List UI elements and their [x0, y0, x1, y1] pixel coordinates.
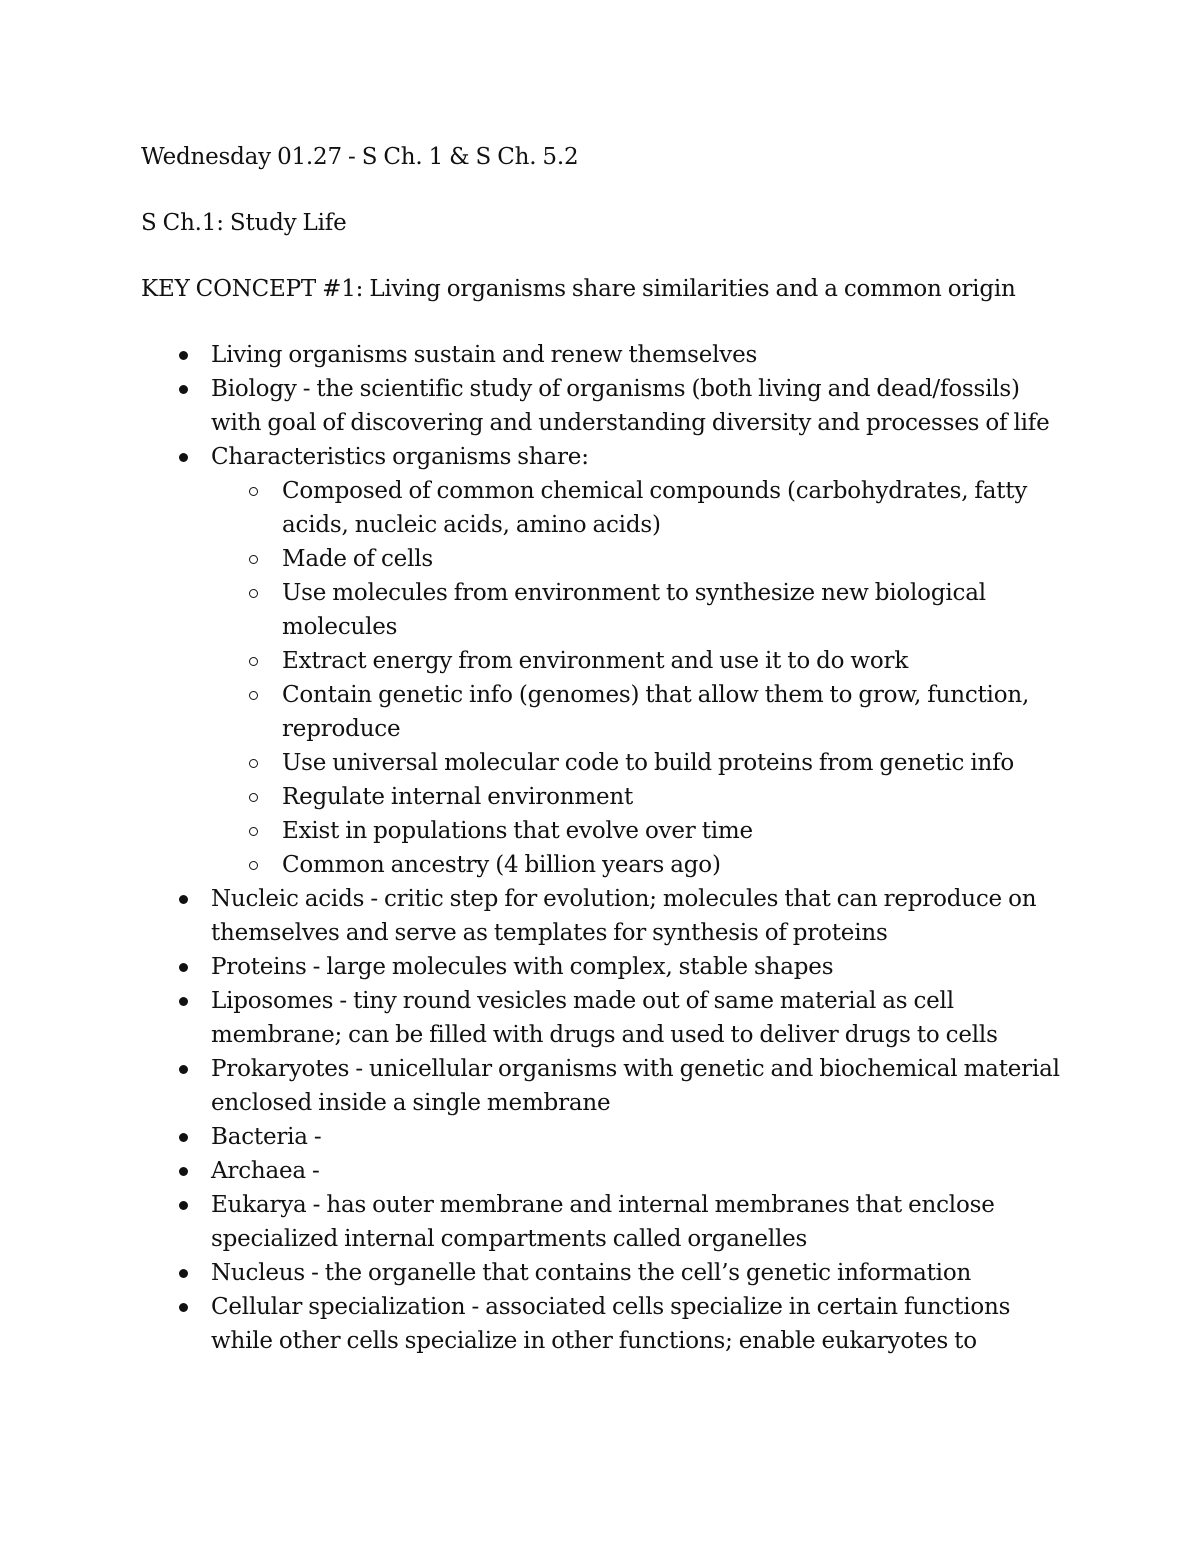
bullet-disc-icon: [179, 1269, 188, 1278]
sub-item-text: Use molecules from environment to synthesize new biological: [282, 580, 986, 606]
main-bullet-list: [141, 338, 1061, 1358]
list-item-text: Prokaryotes - unicellular organisms with genetic and biochemical material: [211, 1056, 1060, 1082]
sub-list-item: [211, 814, 1061, 848]
list-item-text: Biology - the scientific study of organisms (both living and dead/fossils): [211, 376, 1020, 402]
list-item: [141, 1188, 1061, 1256]
sub-list-item: [211, 474, 1061, 542]
list-item-text: while other cells specialize in other functions; enable eukaryotes to: [211, 1328, 977, 1354]
list-item-text: Characteristics organisms share:: [211, 444, 589, 470]
list-item-text: enclosed inside a single membrane: [211, 1090, 611, 1116]
bullet-disc-icon: [179, 1303, 188, 1312]
list-item-text: membrane; can be filled with drugs and used to deliver drugs to cells: [211, 1022, 998, 1048]
section-title: S Ch.1: Study Life: [141, 210, 347, 236]
bullet-disc-icon: [179, 895, 188, 904]
bullet-circle-icon: [249, 759, 258, 768]
bullet-circle-icon: [249, 793, 258, 802]
bullet-circle-icon: [249, 861, 258, 870]
list-item-text: Nucleus - the organelle that contains the cell’s genetic information: [211, 1260, 972, 1286]
list-item: [141, 950, 1061, 984]
sub-item-text: molecules: [282, 614, 398, 640]
bullet-circle-icon: [249, 691, 258, 700]
sub-item-text: Use universal molecular code to build proteins from genetic info: [282, 750, 1015, 776]
key-concept-heading: KEY CONCEPT #1: Living organisms share similarities and a common origin: [141, 276, 1016, 302]
sub-item-text: acids, nucleic acids, amino acids): [282, 512, 661, 538]
list-item: [141, 882, 1061, 950]
list-item: [141, 372, 1061, 440]
sub-list-item: [211, 848, 1061, 882]
list-item-text: with goal of discovering and understanding diversity and processes of life: [211, 410, 1050, 436]
list-item: [141, 984, 1061, 1052]
list-item: [141, 1154, 1061, 1188]
bullet-disc-icon: [179, 963, 188, 972]
bullet-disc-icon: [179, 351, 188, 360]
bullet-circle-icon: [249, 487, 258, 496]
bullet-disc-icon: [179, 453, 188, 462]
bullet-disc-icon: [179, 1065, 188, 1074]
sub-item-text: Made of cells: [282, 546, 433, 572]
list-item-text: Liposomes - tiny round vesicles made out of same material as cell: [211, 988, 954, 1014]
date-header: Wednesday 01.27 - S Ch. 1 & S Ch. 5.2: [141, 144, 579, 170]
bullet-disc-icon: [179, 1133, 188, 1142]
sub-item-text: Regulate internal environment: [282, 784, 634, 810]
sub-item-text: Composed of common chemical compounds (carbohydrates, fatty: [282, 478, 1028, 504]
document-content: [141, 140, 1061, 1358]
bullet-disc-icon: [179, 1167, 188, 1176]
list-item: [141, 440, 1061, 882]
sub-item-text: Contain genetic info (genomes) that allow them to grow, function,: [282, 682, 1030, 708]
bullet-disc-icon: [179, 385, 188, 394]
characteristics-sublist: [211, 474, 1061, 882]
list-item-text: Nucleic acids - critic step for evolution; molecules that can reproduce on: [211, 886, 1037, 912]
bullet-circle-icon: [249, 555, 258, 564]
sub-list-item: [211, 746, 1061, 780]
sub-item-text: Extract energy from environment and use it to do work: [282, 648, 909, 674]
list-item-text: Cellular specialization - associated cells specialize in certain functions: [211, 1294, 1011, 1320]
sub-list-item: [211, 576, 1061, 644]
list-item-text: Eukarya - has outer membrane and internal membranes that enclose: [211, 1192, 995, 1218]
list-item: [141, 338, 1061, 372]
list-item: [141, 1052, 1061, 1120]
bullet-circle-icon: [249, 657, 258, 666]
bullet-circle-icon: [249, 589, 258, 598]
sub-item-text: reproduce: [282, 716, 401, 742]
list-item: [141, 1256, 1061, 1290]
sub-list-item: [211, 780, 1061, 814]
list-item-text: Proteins - large molecules with complex, stable shapes: [211, 954, 834, 980]
list-item-text: themselves and serve as templates for synthesis of proteins: [211, 920, 888, 946]
bullet-circle-icon: [249, 827, 258, 836]
list-item-text: Archaea -: [211, 1158, 320, 1184]
sub-item-text: Exist in populations that evolve over time: [282, 818, 753, 844]
sub-list-item: [211, 678, 1061, 746]
list-item-text: Bacteria -: [211, 1124, 322, 1150]
list-item: [141, 1120, 1061, 1154]
sub-item-text: Common ancestry (4 billion years ago): [282, 852, 721, 878]
list-item-text: specialized internal compartments called organelles: [211, 1226, 808, 1252]
bullet-disc-icon: [179, 1201, 188, 1210]
sub-list-item: [211, 644, 1061, 678]
list-item-text: Living organisms sustain and renew themselves: [211, 342, 758, 368]
sub-list-item: [211, 542, 1061, 576]
list-item: [141, 1290, 1061, 1358]
bullet-disc-icon: [179, 997, 188, 1006]
